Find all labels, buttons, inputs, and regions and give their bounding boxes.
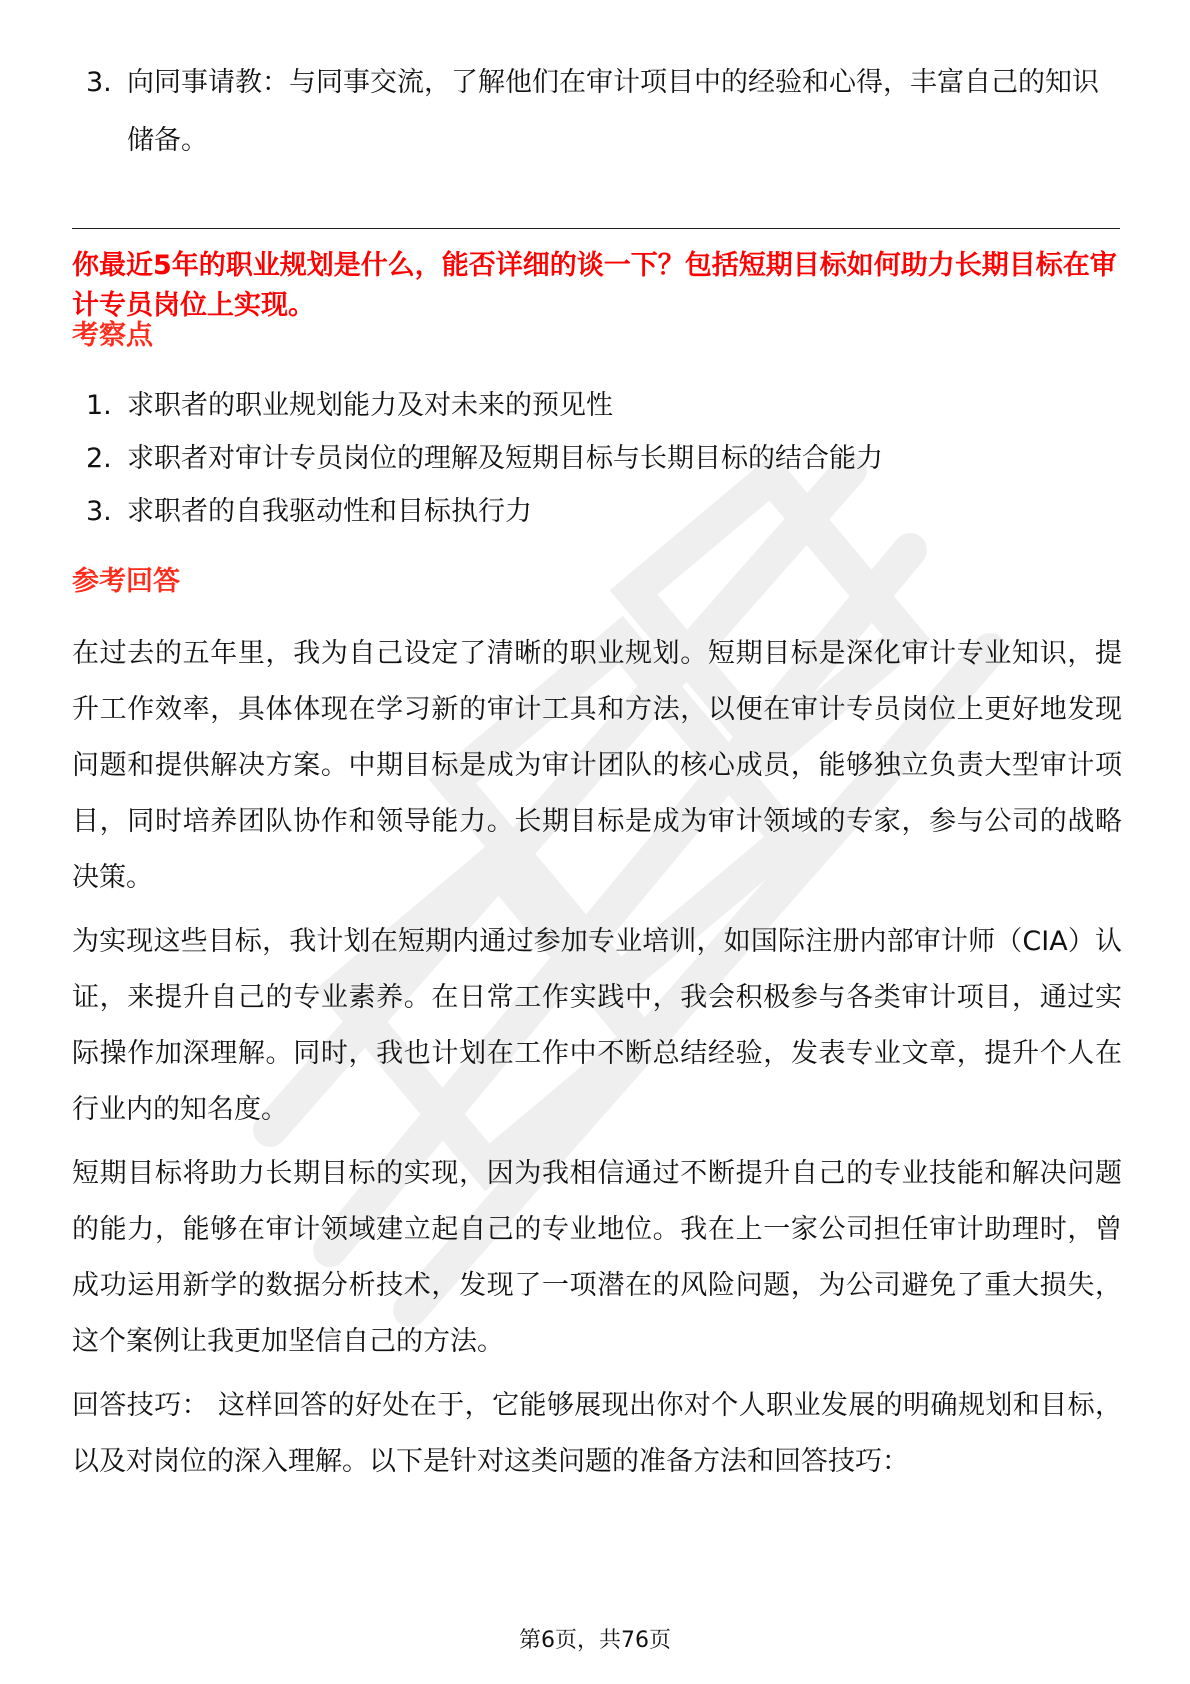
page-number-footer: 第6页，共76页 xyxy=(519,1628,671,1653)
list-item-colleague-advice xyxy=(72,54,1122,170)
list-item-number: 2. xyxy=(86,443,112,474)
assessment-item xyxy=(72,377,1122,435)
list-item-text: 求职者对审计专员岗位的理解及短期目标与长期目标的结合能力 xyxy=(127,443,883,474)
reference-heading: 参考回答 xyxy=(72,566,180,597)
list-item-number: 1. xyxy=(86,390,112,421)
question-title: 你最近5年的职业规划是什么，能否详细的谈一下？包括短期目标如何助力长期目标在审计专员岗位上实现。 xyxy=(72,250,1117,321)
section-divider xyxy=(72,228,1120,229)
answer-paragraph: 短期目标将助力长期目标的实现，因为我相信通过不断提升自己的专业技能和解决问题的能力，能够在审计领域建立起自己的专业地位。我在上一家公司担任审计助理时，曾成功运用新学的数据分析技术，发现了一项潜在的风险问题，为公司避免了重大损失，这个案例让我更加坚信自己的方法。 xyxy=(72,1158,1122,1357)
list-item-number: 3. xyxy=(86,496,112,527)
assessment-item xyxy=(72,483,1122,541)
list-item-number: 3. xyxy=(86,67,112,98)
list-item-text: 求职者的职业规划能力及对未来的预见性 xyxy=(127,390,613,421)
answer-paragraph: 为实现这些目标，我计划在短期内通过参加专业培训，如国际注册内部审计师（CIA）认证，来提升自己的专业素养。在日常工作实践中，我会积极参与各类审计项目，通过实际操作加深理解。同时，我也计划在工作中不断总结经验，发表专业文章，提升个人在行业内的知名度。 xyxy=(72,926,1122,1125)
answer-tips-paragraph: 回答技巧： 这样回答的好处在于，它能够展现出你对个人职业发展的明确规划和目标，以及对岗位的深入理解。以下是针对这类问题的准备方法和回答技巧： xyxy=(72,1390,1122,1477)
answer-paragraph: 在过去的五年里，我为自己设定了清晰的职业规划。短期目标是深化审计专业知识，提升工作效率，具体体现在学习新的审计工具和方法，以便在审计专员岗位上更好地发现问题和提供解决方案。中期目标是成为审计团队的核心成员，能够独立负责大型审计项目，同时培养团队协作和领导能力。长期目标是成为审计领域的专家，参与公司的战略决策。 xyxy=(72,638,1122,893)
list-item-text: 求职者的自我驱动性和目标执行力 xyxy=(127,496,532,527)
assessment-heading: 考察点 xyxy=(72,320,153,351)
list-item-text: 向同事请教：与同事交流，了解他们在审计项目中的经验和心得，丰富自己的知识储备。 xyxy=(127,67,1099,156)
assessment-item xyxy=(72,430,1122,488)
